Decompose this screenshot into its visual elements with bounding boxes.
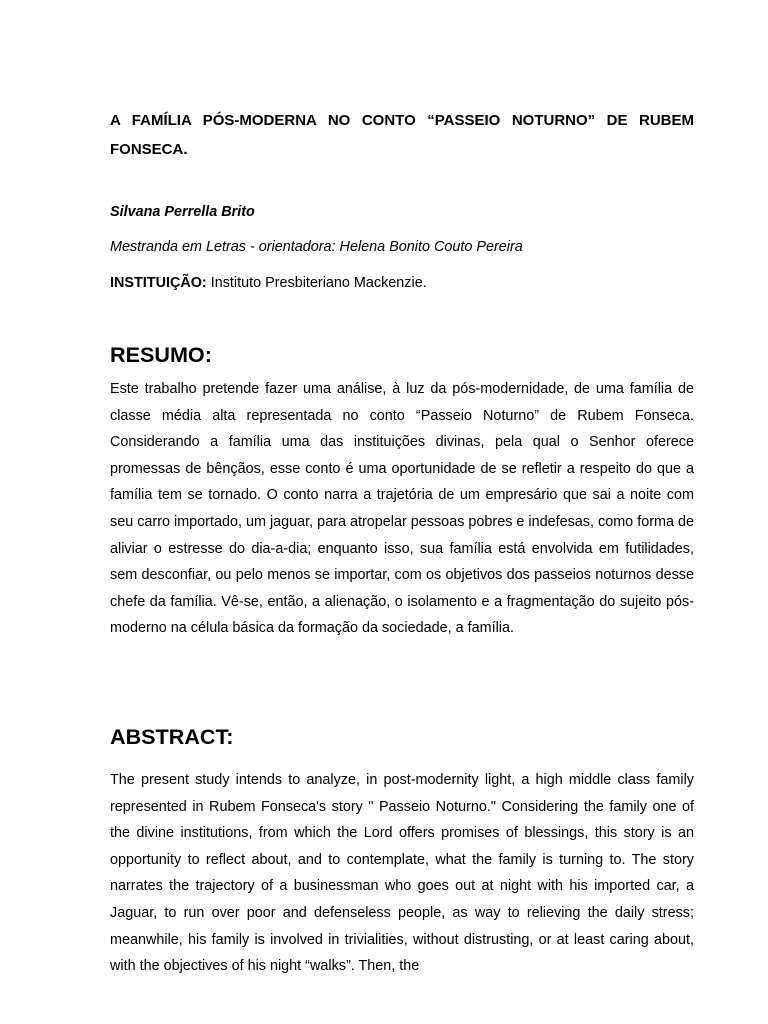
author-affiliation: Mestranda em Letras - orientadora: Helena Bonito Couto Pereira <box>110 239 523 255</box>
resumo-paragraph: Este trabalho pretende fazer uma análise, à luz da pós-modernidade, de uma família de classe média alta representada no conto “Passeio Noturno” de Rubem Fonseca. Considerando a família uma das instituições divinas, pela qual o Senhor oferece promessas de bênçãos, esse conto é uma oportunidade de se refletir a respeito do que a família tem se tornado. O conto narra a trajetória de um empresário que sai a noite com seu carro importado, um jaguar, para atropelar pessoas pobres e indefesas, como forma de aliviar o estresse do dia-a-dia; enquanto isso, sua família está envolvida em futilidades, sem desconfiar, ou pelo menos se importar, com os objetivos dos passeios noturnos desse chefe da família. Vê-se, então, a alienação, o isolamento e a fragmentação do sujeito pós-moderno na célula básica da formação da sociedade, a família. <box>110 381 694 637</box>
abstract-heading: ABSTRACT: <box>110 724 234 749</box>
resumo-heading: RESUMO: <box>110 342 212 367</box>
paper-title: A FAMÍLIA PÓS-MODERNA NO CONTO “PASSEIO NOTURNO” DE RUBEM FONSECA. <box>110 112 694 158</box>
institution-label: INSTITUIÇÃO: <box>110 275 207 291</box>
institution-line <box>110 272 694 294</box>
abstract-paragraph: The present study intends to analyze, in post-modernity light, a high middle class family represented in Rubem Fonseca's story " Passeio Noturno." Considering the family one of the divine institutions, from which the Lord offers promises of blessings, this story is an opportunity to reflect about, and to contemplate, what the family is turning to. The story narrates the trajectory of a businessman who goes out at night with his imported car, a Jaguar, to run over poor and defenseless people, as way to relieving the daily stress; meanwhile, his family is involved in trivialities, without distrusting, or at least caring about, with the objectives of his night “walks”. Then, the <box>110 772 694 975</box>
author-name: Silvana Perrella Brito <box>110 204 255 220</box>
institution-value: Instituto Presbiteriano Mackenzie. <box>206 275 427 291</box>
